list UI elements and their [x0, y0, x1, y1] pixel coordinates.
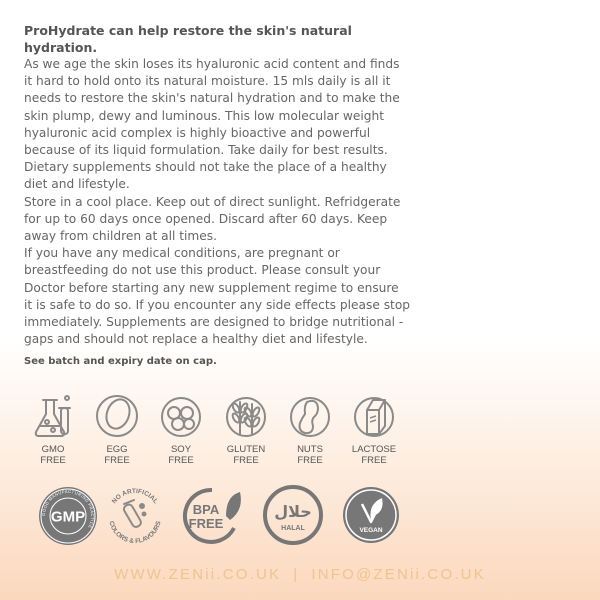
badge-label-line2: FREE: [233, 455, 259, 466]
no-artificial-icon: [102, 486, 168, 548]
vegan-text: VEGAN: [359, 527, 383, 534]
warning-line: gaps and should not replace a healthy diet and lifestyle.: [24, 332, 368, 347]
description-line: diet and lifestyle.: [24, 177, 130, 192]
wheat-icon: [223, 392, 269, 440]
nuts-free-badge: [278, 392, 342, 466]
description-line: Dietary supplements should not take the place of a healthy: [24, 160, 387, 175]
footer-separator: |: [293, 566, 300, 583]
egg-free-badge: [85, 392, 149, 466]
storage-line: away from children at all times.: [24, 229, 217, 244]
badge-label-line1: NUTS: [297, 444, 323, 455]
badge-label-line2: FREE: [361, 455, 387, 466]
badge-label-line1: GLUTEN: [226, 444, 266, 455]
batch-note: See batch and expiry date on cap.: [24, 356, 217, 367]
storage-line: for up to 60 days once opened. Discard after 60 days. Keep: [24, 211, 388, 226]
badge-label-line2: FREE: [297, 455, 323, 466]
email-link[interactable]: INFO@ZENii.CO.UK: [311, 566, 486, 583]
description-line: because of its liquid formulation. Take daily for best results.: [24, 143, 388, 158]
halal-icon: [262, 484, 324, 546]
badge-label-line2: FREE: [104, 455, 130, 466]
milk-carton-icon: [351, 392, 397, 440]
vegan-icon: [340, 484, 402, 546]
gmp-text: GMP: [50, 508, 86, 526]
description-line: needs to restore the skin's natural hydration and to make the: [24, 91, 400, 106]
soybean-icon: [158, 392, 204, 440]
warning-line: Doctor before starting any new supplement regime to ensure: [24, 280, 399, 295]
product-heading: ProHydrate can help restore the skin's natural hydration.: [24, 23, 352, 55]
product-description: [24, 22, 428, 348]
bpa-text: BPA: [192, 502, 220, 517]
peanut-icon: [287, 392, 333, 440]
flask-icon: [31, 392, 75, 440]
warning-line: breastfeeding do not use this product. Please consult your: [24, 263, 381, 278]
badge-label-line1: SOY: [170, 444, 192, 455]
gmp-certified-icon: [38, 486, 98, 546]
gluten-free-badge: [214, 392, 278, 466]
badge-label-line2: FREE: [168, 455, 194, 466]
bpa-free-text: FREE: [188, 516, 224, 531]
soy-free-badge: [149, 392, 213, 466]
badge-label-line1: LACTOSE: [351, 444, 397, 455]
description-line: As we age the skin loses its hyaluronic acid content and finds: [24, 57, 400, 71]
description-line: it hard to hold onto its natural moisture. 15 mls daily is all it: [24, 74, 391, 89]
bpa-free-icon: [182, 486, 244, 546]
halal-arabic-text: حلال: [274, 502, 312, 521]
website-link[interactable]: WWW.ZENii.CO.UK: [114, 566, 282, 583]
badge-label-line2: FREE: [40, 455, 66, 466]
footer-contact: [0, 566, 600, 583]
badge-label-line1: EGG: [106, 444, 128, 455]
description-line: skin plump, dewy and luminous. This low molecular weight: [24, 108, 384, 123]
lactose-free-badge: [342, 392, 406, 466]
egg-icon: [94, 392, 140, 440]
warning-line: If you have any medical conditions, are pregnant or: [24, 246, 340, 261]
no-artificial-bottom-text: COLORS & FLAVOURS: [107, 520, 163, 546]
warning-line: immediately. Supplements are designed to bridge nutritional -: [24, 315, 404, 330]
gmp-ring-text: GOOD MANUFACTURING PRACTICE: [40, 488, 96, 530]
halal-text: HALAL: [281, 525, 305, 532]
badge-label-line1: GMO: [41, 444, 65, 455]
gmo-free-badge: [21, 392, 85, 466]
warning-line: it is safe to do so. If you encounter any side effects please stop: [24, 297, 411, 312]
no-artificial-top-text: NO ARTIFICIAL: [110, 487, 160, 506]
storage-line: Store in a cool place. Keep out of direct sunlight. Refridgerate: [24, 194, 401, 209]
description-line: hyaluronic acid complex is highly bioactive and powerful: [24, 125, 371, 140]
